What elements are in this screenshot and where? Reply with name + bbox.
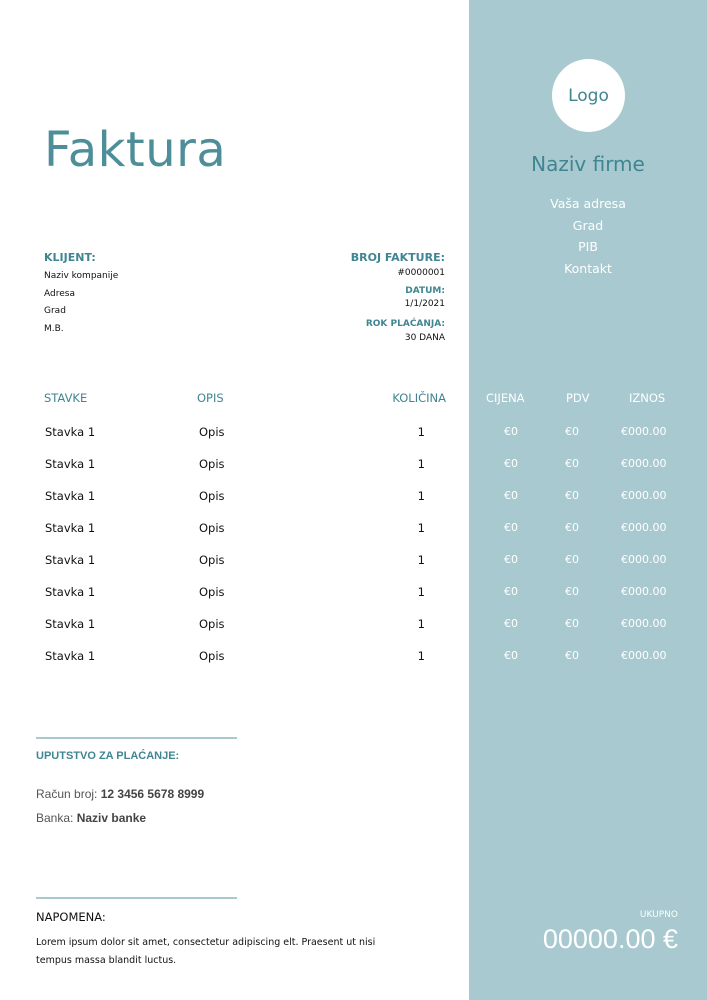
invoice-number: #0000001	[397, 268, 445, 278]
total-value: 00000.00 €	[542, 924, 678, 954]
logo-text: Logo	[568, 85, 609, 106]
payment-heading: UPUTSTVO ZA PLAĆANJE:	[36, 750, 180, 762]
item-vat: €0	[565, 457, 579, 470]
item-quantity: 1	[417, 457, 425, 471]
item-quantity: 1	[417, 489, 425, 503]
item-description: Opis	[199, 425, 225, 439]
invoice-date: 1/1/2021	[404, 299, 445, 309]
invoice-date-label: DATUM:	[405, 286, 445, 296]
company-city: Grad	[572, 217, 604, 233]
item-vat: €0	[565, 649, 579, 662]
company-name: Naziv firme	[531, 152, 645, 176]
item-amount: €000.00	[621, 585, 667, 598]
item-price: €0	[504, 553, 518, 566]
item-price: €0	[504, 585, 518, 598]
account-number: 12 3456 5678 8999	[100, 787, 205, 801]
item-amount: €000.00	[621, 489, 667, 502]
item-price: €0	[504, 457, 518, 470]
item-vat: €0	[565, 521, 579, 534]
item-name: Stavka 1	[45, 521, 96, 535]
invoice-number-label: BROJ FAKTURE:	[350, 251, 445, 264]
item-amount: €000.00	[621, 425, 667, 438]
client-heading: KLIJENT:	[44, 251, 96, 264]
page-title: Faktura	[44, 122, 227, 178]
item-amount: €000.00	[621, 521, 667, 534]
header-description: OPIS	[197, 391, 224, 405]
item-amount: €000.00	[621, 553, 667, 566]
payment-divider	[36, 737, 237, 739]
item-vat: €0	[565, 585, 579, 598]
item-vat: €0	[565, 617, 579, 630]
item-price: €0	[504, 649, 518, 662]
client-details	[44, 268, 118, 338]
item-amount: €000.00	[621, 649, 667, 662]
bank-name: Naziv banke	[76, 811, 147, 825]
item-description: Opis	[199, 617, 225, 631]
header-amount: IZNOS	[629, 391, 666, 405]
item-quantity: 1	[417, 425, 425, 439]
client-address: Adresa	[44, 288, 75, 299]
header-price: CIJENA	[486, 391, 525, 405]
item-description: Opis	[199, 553, 225, 567]
item-description: Opis	[199, 585, 225, 599]
item-vat: €0	[565, 425, 579, 438]
item-name: Stavka 1	[45, 585, 96, 599]
company-pib: PIB	[578, 239, 598, 254]
invoice-due-label: ROK PLAĆANJA:	[365, 319, 445, 329]
item-name: Stavka 1	[45, 553, 96, 567]
item-price: €0	[504, 617, 518, 630]
note-text: Lorem ipsum dolor sit amet, consectetur adipiscing elt. Praesent ut nisi tempus massa blandit luctus.	[36, 937, 376, 966]
company-contact: Kontakt	[564, 260, 612, 276]
company-details	[469, 193, 707, 279]
item-name: Stavka 1	[45, 617, 96, 631]
note-divider	[36, 897, 237, 899]
item-quantity: 1	[417, 649, 425, 663]
payment-account	[36, 787, 204, 801]
payment-bank	[36, 811, 146, 825]
client-company: Naziv kompanije	[44, 271, 119, 281]
company-address: Vaša adresa	[550, 196, 626, 211]
item-description: Opis	[199, 457, 225, 471]
item-description: Opis	[199, 649, 225, 663]
item-vat: €0	[565, 489, 579, 502]
item-amount: €000.00	[621, 617, 667, 630]
item-quantity: 1	[417, 617, 425, 631]
bank-label: Banka:	[36, 811, 74, 825]
invoice-due: 30 DANA	[404, 333, 445, 343]
item-name: Stavka 1	[45, 649, 96, 663]
item-price: €0	[504, 521, 518, 534]
account-label: Račun broj:	[36, 787, 98, 801]
item-name: Stavka 1	[45, 489, 96, 503]
item-vat: €0	[565, 553, 579, 566]
item-price: €0	[504, 489, 518, 502]
logo	[552, 59, 625, 132]
client-mb: M.B.	[44, 323, 64, 334]
header-vat: PDV	[566, 391, 590, 405]
item-name: Stavka 1	[45, 457, 96, 471]
header-items: STAVKE	[44, 391, 88, 405]
note-heading: NAPOMENA:	[36, 910, 106, 924]
item-quantity: 1	[417, 553, 425, 567]
item-quantity: 1	[417, 521, 425, 535]
item-name: Stavka 1	[45, 425, 96, 439]
item-amount: €000.00	[621, 457, 667, 470]
header-quantity: KOLIČINA	[392, 391, 446, 405]
item-description: Opis	[199, 489, 225, 503]
client-city: Grad	[44, 306, 66, 316]
total-label: UKUPNO	[639, 910, 678, 920]
item-quantity: 1	[417, 585, 425, 599]
item-price: €0	[504, 425, 518, 438]
item-description: Opis	[199, 521, 225, 535]
